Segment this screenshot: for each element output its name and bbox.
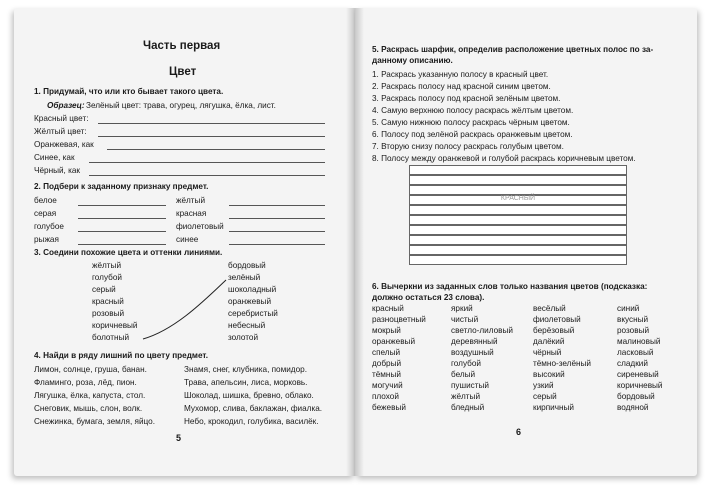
q4-heading: 4. Найди в ряду лишний по цвету предмет. xyxy=(34,351,208,360)
word[interactable]: пушистый xyxy=(451,381,489,390)
word[interactable]: серый xyxy=(533,392,557,401)
q1-heading: 1. Придумай, что или кто бывает такого цвета. xyxy=(34,87,224,96)
page-number-right: 6 xyxy=(516,427,522,437)
q4-row: Небо, крокодил, голубика, василёк. xyxy=(184,417,319,426)
q1-line-label: Чёрный, как xyxy=(34,166,80,175)
q4-row: Лягушка, ёлка, капуста, стол. xyxy=(34,391,146,400)
word[interactable]: голубой xyxy=(451,359,481,368)
word[interactable]: добрый xyxy=(372,359,402,368)
q6-heading-line2: должно остаться 23 слова). xyxy=(372,293,485,302)
q2-left-word: серая xyxy=(34,209,57,218)
q2-right-word: жёлтый xyxy=(176,196,206,205)
q2-left-word: белое xyxy=(34,196,57,205)
word[interactable]: ласковый xyxy=(617,348,654,357)
q5-instruction: 3. Раскрась полосу под красной зелёным цветом. xyxy=(372,94,561,103)
q3-right-word: золотой xyxy=(228,333,259,342)
red-stripe-label: КРАСНЫЙ xyxy=(500,195,536,202)
q5-instruction: 4. Самую верхнюю полосу раскрась жёлтым цветом. xyxy=(372,106,574,115)
word[interactable]: берёзовый xyxy=(533,326,575,335)
q4-row: Трава, апельсин, лиса, морковь. xyxy=(184,378,308,387)
q4-row: Снежинка, бумага, земля, яйцо. xyxy=(34,417,155,426)
q3-right-word: шоколадный xyxy=(228,285,277,294)
word[interactable]: красный xyxy=(372,304,404,313)
q3-heading: 3. Соедини похожие цвета и оттенки линиями. xyxy=(34,248,223,257)
q5-instruction: 8. Полосу между оранжевой и голубой раскрась коричневым цветом. xyxy=(372,154,636,163)
scarf-stripe-9[interactable] xyxy=(409,245,627,255)
q2-left-word: рыжая xyxy=(34,235,59,244)
q5-instruction: 7. Вторую снизу полосу раскрась голубым цветом. xyxy=(372,142,564,151)
word[interactable]: тёмный xyxy=(372,370,401,379)
q2-heading: 2. Подбери к заданному признаку предмет. xyxy=(34,182,209,191)
word[interactable]: высокий xyxy=(533,370,565,379)
q4-row: Лимон, солнце, груша, банан. xyxy=(34,365,147,374)
word[interactable]: белый xyxy=(451,370,476,379)
word[interactable]: вкусный xyxy=(617,315,649,324)
q6-heading-line1: 6. Вычеркни из заданных слов только названия цветов (подсказка: xyxy=(372,282,648,291)
word[interactable]: узкий xyxy=(533,381,554,390)
q2-right-word: красная xyxy=(176,209,207,218)
q1-example-label: Образец: xyxy=(47,101,85,110)
q1-line-label: Оранжевая, как xyxy=(34,140,94,149)
q3-left-word: коричневый xyxy=(92,321,138,330)
q1-line-label: Красный цвет: xyxy=(34,114,89,123)
q4-row: Фламинго, роза, лёд, пион. xyxy=(34,378,137,387)
q5-instruction: 1. Раскрась указанную полосу в красный цвет. xyxy=(372,70,549,79)
q2-right-word: фиолетовый xyxy=(176,222,224,231)
word[interactable]: мокрый xyxy=(372,326,401,335)
scarf-stripe-7[interactable] xyxy=(409,225,627,235)
word[interactable]: далёкий xyxy=(533,337,565,346)
word[interactable]: разноцветный xyxy=(372,315,426,324)
q5-instruction: 5. Самую нижнюю полосу раскрась чёрным цветом. xyxy=(372,118,570,127)
word[interactable]: сиреневый xyxy=(617,370,659,379)
q3-left-word: красный xyxy=(92,297,124,306)
q3-left-word: жёлтый xyxy=(92,261,122,270)
scarf-stripe-5[interactable] xyxy=(409,205,627,215)
word[interactable]: синий xyxy=(617,304,640,313)
word[interactable]: воздушный xyxy=(451,348,494,357)
q1-line-label: Жёлтый цвет: xyxy=(34,127,87,136)
q3-left-word: серый xyxy=(92,285,116,294)
word[interactable]: чёрный xyxy=(533,348,562,357)
q3-left-word: болотный xyxy=(92,333,130,342)
q4-row: Знамя, снег, клубника, помидор. xyxy=(184,365,307,374)
word[interactable]: чистый xyxy=(451,315,479,324)
q3-left-word: розовый xyxy=(92,309,125,318)
word[interactable]: плохой xyxy=(372,392,399,401)
word[interactable]: сладкий xyxy=(617,359,648,368)
word[interactable]: могучий xyxy=(372,381,403,390)
part-title: Часть первая xyxy=(143,40,221,52)
word[interactable]: весёлый xyxy=(533,304,566,313)
q2-left-word: голубое xyxy=(34,222,64,231)
q3-left-word: голубой xyxy=(92,273,122,282)
q4-row: Шоколад, шишка, бревно, облако. xyxy=(184,391,314,400)
scarf-stripe-8[interactable] xyxy=(409,235,627,245)
word[interactable]: оранжевый xyxy=(372,337,416,346)
word[interactable]: водяной xyxy=(617,403,649,412)
word[interactable]: жёлтый xyxy=(451,392,481,401)
q5-heading-line1: 5. Раскрась шарфик, определив расположение цветных полос по за- xyxy=(372,45,654,54)
word[interactable]: кирпичный xyxy=(533,403,574,412)
q3-right-word: оранжевый xyxy=(228,297,272,306)
scarf-stripe-2[interactable] xyxy=(409,175,627,185)
section-title: Цвет xyxy=(169,66,197,78)
word[interactable]: фиолетовый xyxy=(533,315,581,324)
word[interactable]: бежевый xyxy=(372,403,406,412)
word[interactable]: светло-лиловый xyxy=(451,326,513,335)
q4-row: Снеговик, мышь, слон, волк. xyxy=(34,404,143,413)
q1-example-text: Зелёный цвет: трава, огурец, лягушка, ёлка, лист. xyxy=(86,101,276,110)
scarf-stripe-6[interactable] xyxy=(409,215,627,225)
word[interactable]: деревянный xyxy=(451,337,498,346)
word[interactable]: спелый xyxy=(372,348,401,357)
q1-line-label: Синее, как xyxy=(34,153,75,162)
word[interactable]: коричневый xyxy=(617,381,663,390)
q4-row: Мухомор, слива, баклажан, фиалка. xyxy=(184,404,323,413)
word[interactable]: яркий xyxy=(451,304,473,313)
q2-right-word: синее xyxy=(176,235,199,244)
word[interactable]: бледный xyxy=(451,403,485,412)
q3-right-word: зелёный xyxy=(228,273,261,282)
q3-right-word: бордовый xyxy=(228,261,266,270)
q5-instruction: 6. Полосу под зелёной раскрась оранжевым цветом. xyxy=(372,130,573,139)
scarf-stripe-10[interactable] xyxy=(409,255,627,265)
q5-heading-line2: данному описанию. xyxy=(372,56,453,65)
word[interactable]: розовый xyxy=(617,326,650,335)
page-number-left: 5 xyxy=(176,433,182,443)
word[interactable]: тёмно-зелёный xyxy=(533,359,591,368)
q3-right-word: серебристый xyxy=(228,309,278,318)
q3-right-word: небесный xyxy=(228,321,266,330)
scarf-stripe-1[interactable] xyxy=(409,165,627,175)
word[interactable]: малиновый xyxy=(617,337,661,346)
q5-instruction: 2. Раскрась полосу над красной синим цветом. xyxy=(372,82,551,91)
word[interactable]: бордовый xyxy=(617,392,655,401)
